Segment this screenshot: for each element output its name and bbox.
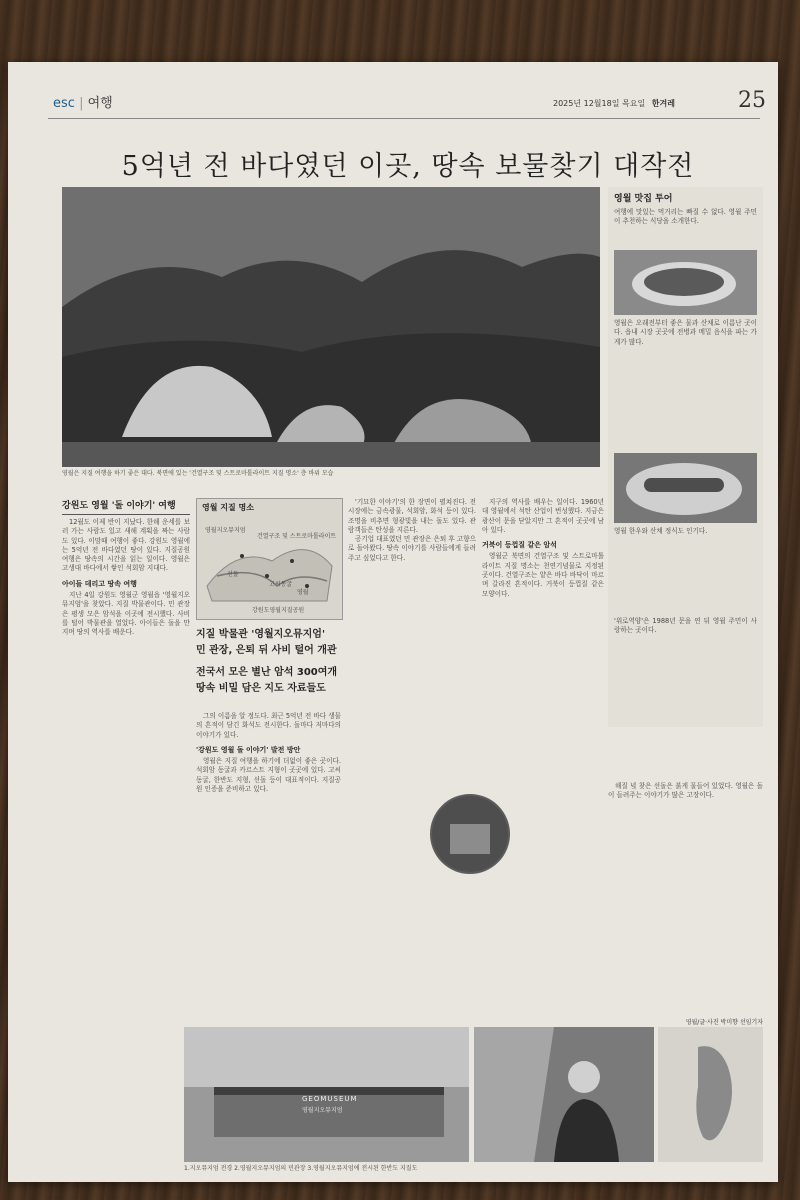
article-column-3 (348, 498, 476, 1028)
museum-sign-ko: 영월지오뮤지엄 (302, 1107, 343, 1114)
issue-date (553, 98, 675, 109)
subheadline-block (196, 627, 341, 697)
map-label-cave: 고씨동굴 (269, 581, 293, 588)
map-label-mudcrack: 건열구조 및 스트로마톨라이트 (257, 533, 337, 540)
sidebar-text-3: '위로역양'은 1988년 문을 연 뒤 영월 주민이 사랑하는 곳이다. (614, 617, 757, 635)
col5-paragraph: 해질 녘 찾은 선돌은 붉게 물들어 있었다. 영월은 돌이 들려주는 이야기가 많은 고장이다. (608, 782, 763, 800)
main-landscape-photo (62, 187, 600, 467)
dek-line-2: 민 관장, 은퇴 뒤 사비 털어 개관 (196, 645, 337, 656)
main-photo-caption: 영월은 지질 여행을 하기 좋은 대다. 북면에 있는 '건열구조 및 스트로마톨라이트 지질 명소' 층 바위 모습 (62, 470, 334, 477)
sidebar-title: 영월 맛집 투어 (614, 194, 673, 204)
geosite-map (196, 498, 343, 620)
geologic-map-photo (658, 1027, 763, 1162)
food-sidebar (608, 187, 763, 727)
food-photo-1 (614, 250, 757, 315)
section-header: esc | 여행 (53, 96, 113, 111)
header-rule (48, 118, 760, 119)
section-label: esc (53, 96, 75, 111)
map-label-seondol: 선돌 (227, 571, 239, 578)
article-column-2 (196, 712, 341, 1027)
page-number: 25 (738, 88, 766, 113)
newspaper-page (8, 62, 778, 1182)
dek-line-4: 땅속 비밀 담은 지도 자료들도 (196, 683, 326, 694)
bottom-photo-caption: 1.지오뮤지엄 전경 2.영월지오뮤지엄의 민관장 3.영월지오뮤지엄에 전시된 한반도 지질도 (184, 1165, 418, 1172)
dek-line-1: 지질 박물관 '영월지오뮤지엄' (196, 629, 326, 640)
landscape-illustration (62, 187, 600, 467)
article-column-1 (62, 518, 190, 1058)
col4-subhead: 거북이 등껍질 같은 암석 (482, 541, 557, 550)
col2-paragraph: 그의 이름을 알 정도다. 최근 5억년 전 바다 생물의 흔적이 담긴 화석도 전시한다. 돌마다 저마다의 이야기가 있다. (196, 712, 341, 739)
col1-subhead: 아이들 데리고 땅속 여행 (62, 579, 137, 588)
museum-exterior-photo (184, 1027, 469, 1162)
article-column-4 (482, 498, 604, 1028)
sidebar-text-1: 영월은 오래전부터 좋은 물과 산채로 이름난 곳이다. 읍내 시장 곳곳에 전병과 메밀 음식을 파는 가게가 많다. (614, 319, 757, 346)
col4-paragraph: 지구의 역사를 배우는 일이다. 1960년대 영월에서 석탄 산업이 번성했다. 지금은 광산이 문을 닫았지만 그 흔적이 곳곳에 남아 있다. (482, 498, 604, 534)
article-column-5 (608, 782, 763, 1012)
col1-paragraph: 12월도 이제 반이 지났다. 한해 운세를 보러 가는 사람도 있고 새해 계획을 짜는 사람도 있다. 이맘때 여행이 좋다. 강원도 영월에는 5억년 전 바다였던 땅이 있다. 지질공원 여행은 땅속의 시간을 읽는 일이다. 영월은 고생대 바다에서 쌓인 석회암 지대다. (62, 518, 190, 573)
col2-subhead: '강원도 영월 돌 이야기' 발전 방안 (196, 745, 301, 754)
col4-paragraph-2: 영월군 북면의 건열구조 및 스트로마톨라이트 지질 명소는 천연기념물로 지정된 곳이다. 건열구조는 얕은 바다 바닥이 마르며 갈라진 흔적이다. 거북이 등껍질 같은 모양이다. (482, 552, 604, 598)
col3-paragraph: '기묘한 이야기'의 한 장면이 펼쳐진다. 전시장에는 금속광물, 석회암, 화석 등이 있다. 조명을 비추면 형광빛을 내는 돌도 있다. 관람객들은 탄성을 지른다. (348, 498, 476, 534)
sidebar-intro: 여행에 맛있는 먹거리는 빠질 수 없다. 영월 주민이 추천하는 식당을 소개한다. (614, 208, 757, 226)
section-sublabel: 여행 (87, 96, 113, 111)
director-portrait-photo (474, 1027, 654, 1162)
museum-sign-en: GEOMUSEUM (302, 1095, 358, 1103)
map-label-yeongwol: 영월 (297, 589, 309, 596)
food-photo-2 (614, 453, 757, 523)
dek-line-3: 전국서 모은 별난 암석 300여개 (196, 667, 338, 678)
article-kicker: 강원도 영월 '돌 이야기' 여행 (62, 498, 190, 515)
byline: 영월/글·사진 박미향 선임기자 (685, 1019, 763, 1026)
map-title: 영월 지질 명소 (202, 503, 254, 512)
headline: 5억년 전 바다였던 이곳, 땅속 보물찾기 대작전 (121, 151, 695, 182)
newspaper-name: 한겨레 (651, 99, 675, 108)
date-text: 2025년 12월18일 목요일 (553, 99, 646, 108)
col2-paragraph-2: 영월은 지질 여행을 하기에 더없이 좋은 곳이다. 석회암 동굴과 카르스트 지형이 곳곳에 있다. 고씨동굴, 한반도 지형, 선돌 등이 대표적이다. 지질공원 인증을 준비하고 있다. (196, 757, 341, 794)
col3-paragraph-2: 공기업 대표였던 민 관장은 은퇴 후 고향으로 돌아왔다. 땅속 이야기를 사람들에게 들려주고 싶었다고 한다. (348, 535, 476, 562)
sidebar-text-2: 영월 한우와 산채 정식도 인기다. (614, 527, 708, 535)
col1-paragraph-2: 지난 4일 강원도 영월군 영월읍 '영월지오뮤지엄'을 찾았다. 지질 박물관이다. 민 관장은 평생 모은 암석을 이곳에 전시했다. 사비를 털어 박물관을 열었다. 아이들은 돌을 만지며 땅의 역사를 배운다. (62, 591, 190, 637)
map-note: 강원도영월지질공원 (252, 607, 305, 614)
map-label-museum: 영월지오뮤지엄 (205, 527, 246, 534)
